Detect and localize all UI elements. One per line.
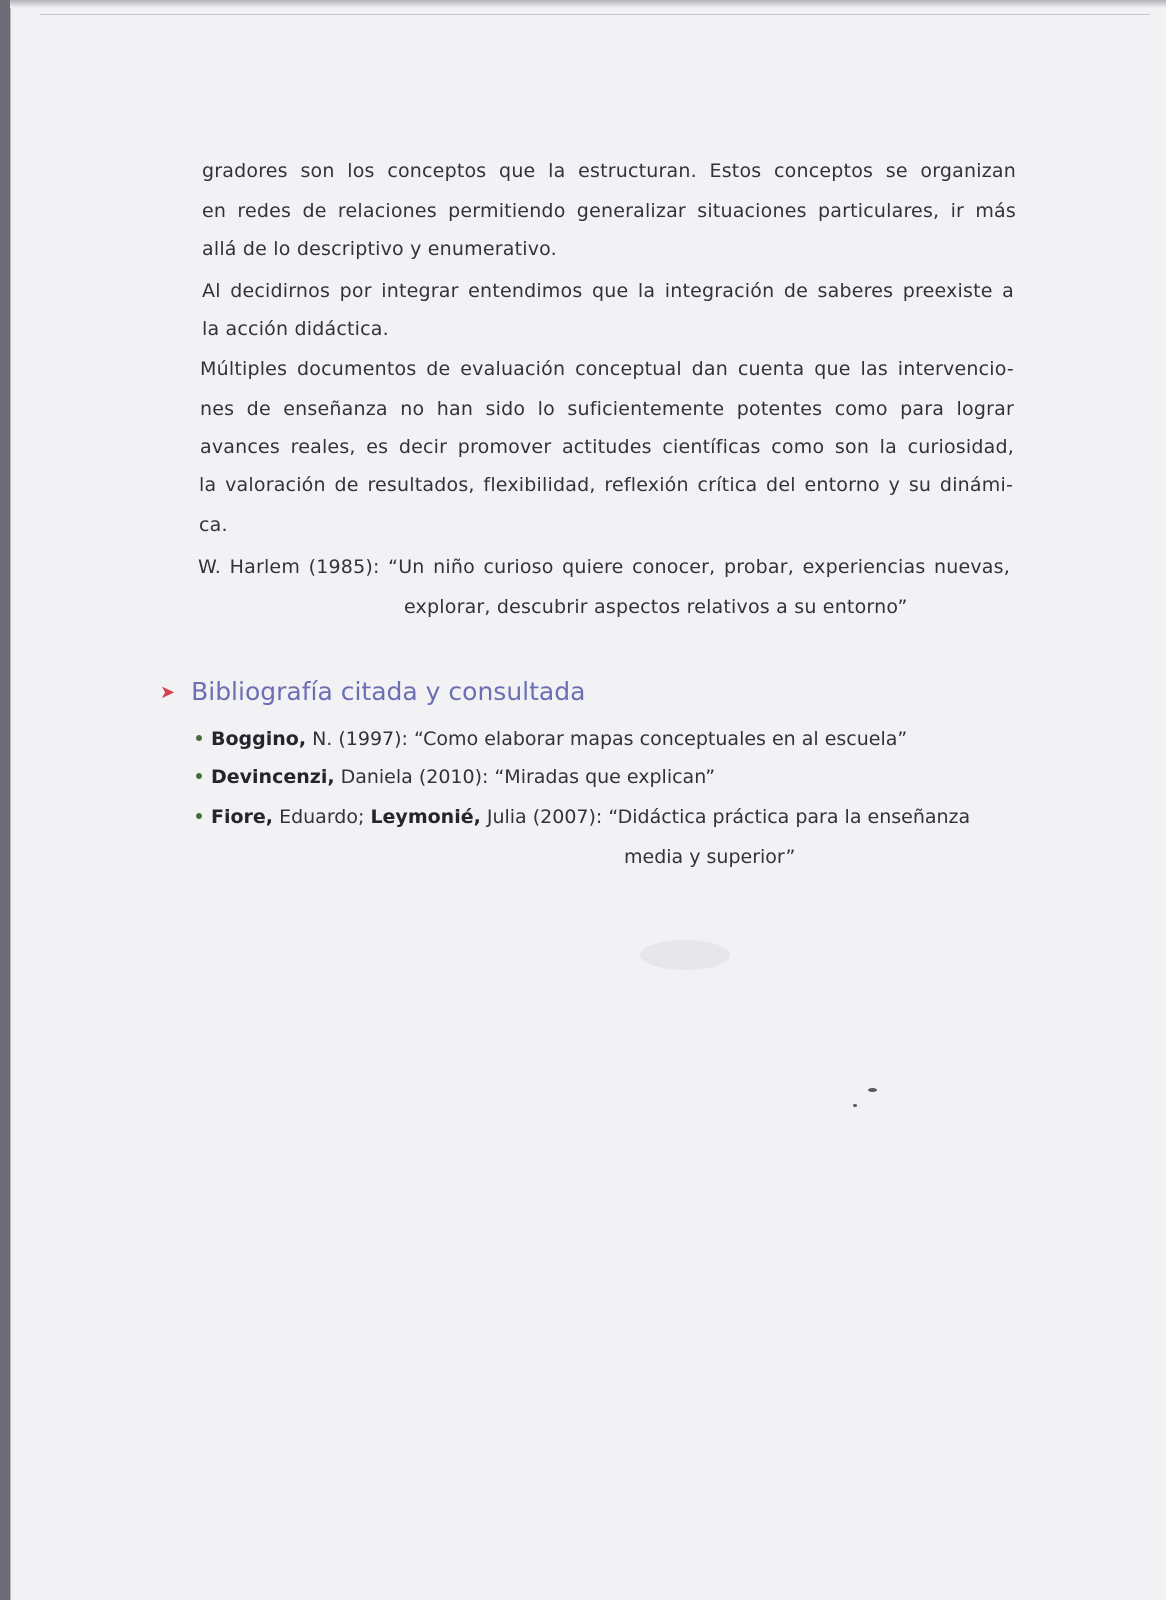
reference-text: Julia (2007): “Didáctica práctica para la enseñanza: [480, 806, 971, 828]
bullet-icon: [196, 813, 202, 819]
scan-left-edge: [0, 0, 10, 1600]
scanned-page: [10, 0, 1166, 1600]
bibliography-item-continuation: media y superior”: [624, 846, 796, 868]
page-top-rule: [40, 14, 1150, 15]
body-line: avances reales, es decir promover actitudes científicas como son la curiosidad,: [200, 436, 1014, 458]
reference-text: Eduardo;: [273, 806, 371, 828]
body-line: allá de lo descriptivo y enumerativo.: [202, 238, 557, 260]
scan-speck: [853, 1104, 857, 1107]
author-name: Fiore,: [211, 806, 274, 828]
reference-text: N. (1997): “Como elaborar mapas conceptuales en al escuela”: [306, 728, 908, 750]
scan-speck: [868, 1088, 877, 1092]
bibliography-item: [196, 804, 970, 830]
bibliography-item: [196, 764, 715, 790]
body-line: la valoración de resultados, flexibilidad, reflexión crítica del entorno y su dinámi-: [199, 474, 1013, 496]
author-name: Devincenzi,: [211, 766, 335, 788]
quote-line-2: explorar, descubrir aspectos relativos a su entorno”: [404, 596, 908, 618]
bullet-icon: [196, 773, 202, 779]
body-line: en redes de relaciones permitiendo generalizar situaciones particulares, ir más: [202, 200, 1016, 222]
reference-text: Daniela (2010): “Miradas que explican”: [334, 766, 716, 788]
body-line: Al decidirnos por integrar entendimos que la integración de saberes preexiste a: [202, 280, 1014, 302]
body-line: gradores son los conceptos que la estructuran. Estos conceptos se organizan: [202, 160, 1016, 182]
body-line: la acción didáctica.: [202, 318, 389, 340]
scan-smudge: [640, 940, 730, 970]
bibliography-heading: [160, 676, 585, 709]
body-line: Múltiples documentos de evaluación conceptual dan cuenta que las intervencio-: [200, 358, 1014, 380]
author-name: Leymonié,: [370, 806, 481, 828]
body-line: ca.: [199, 514, 228, 536]
body-line: nes de enseñanza no han sido lo suficientemente potentes como para lograr: [200, 398, 1014, 420]
author-name: Boggino,: [211, 728, 307, 750]
bullet-icon: [196, 735, 202, 741]
scan-top-edge: [10, 0, 1166, 8]
bibliography-item: [196, 726, 907, 752]
bibliography-heading-text: Bibliografía citada y consultada: [191, 677, 586, 706]
quote-line-1: W. Harlem (1985): “Un niño curioso quiere conocer, probar, experiencias nuevas,: [198, 556, 1010, 578]
arrow-bullet-icon: ➤: [160, 682, 176, 703]
